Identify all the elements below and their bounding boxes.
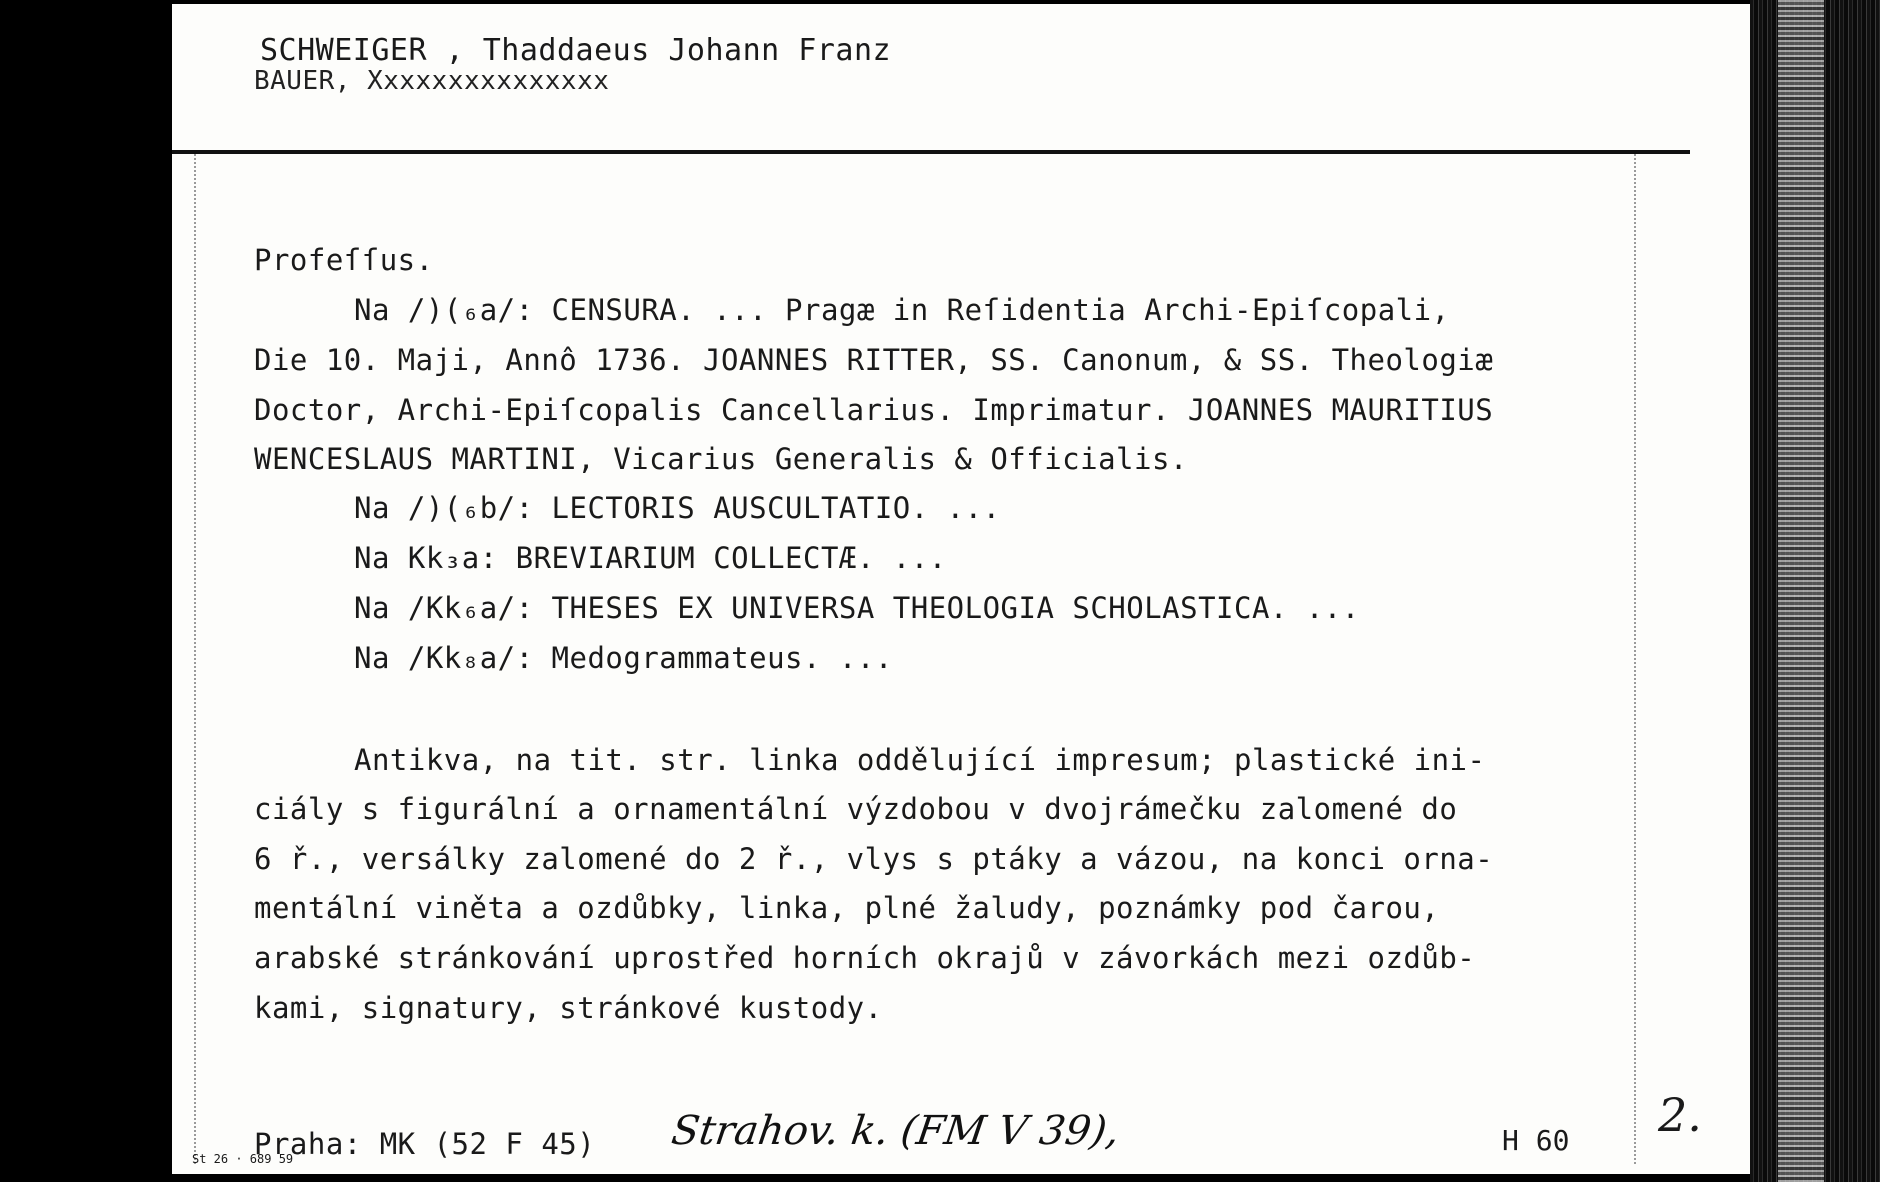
description-line-4: mentální viněta a ozdůbky, linka, plné žaludy, poznámky pod čarou, xyxy=(254,891,1440,925)
description-line-6: kami, signatury, stránkové kustody. xyxy=(254,991,883,1025)
left-margin-rule xyxy=(194,154,196,1164)
text-line-6: Na /)(₆b/: LECTORIS AUSCULTATIO. ... xyxy=(354,491,1001,525)
catalog-card xyxy=(172,4,1750,1174)
description-line-3: 6 ř., versálky zalomené do 2 ř., vlys s ptáky a vázou, na konci orna- xyxy=(254,842,1494,876)
text-line-7: Na Kk₃a: BREVIARIUM COLLECTÆ. ... xyxy=(354,541,947,575)
location-call-number: Praha: MK (52 F 45) xyxy=(254,1127,596,1161)
corner-handwritten-mark: 2. xyxy=(1658,1088,1702,1142)
text-line-8: Na /Kk₆a/: THESES EX UNIVERSA THEOLOGIA SCHOLASTICA. ... xyxy=(354,591,1360,625)
text-line-4: Doctor, Archi-Epiſcopalis Cancellarius. Imprimatur. JOANNES MAURITIUS xyxy=(254,393,1494,427)
form-code: St 26 · 689 59 xyxy=(192,1152,294,1166)
sigla-code: H 60 xyxy=(1502,1124,1570,1157)
text-line-9: Na /Kk₈a/: Medogrammateus. ... xyxy=(354,641,893,675)
handwritten-note: Strahov. k. (FM V 39), xyxy=(668,1108,1123,1154)
right-margin-rule xyxy=(1634,154,1636,1164)
text-line-2: Na /)(₆a/: CENSURA. ... Pragæ in Reſidentia Archi-Epiſcopali, xyxy=(354,293,1450,327)
scan-edge-strip xyxy=(1750,0,1880,1182)
description-line-5: arabské stránkování uprostřed horních okrajů v závorkách mezi ozdůb- xyxy=(254,941,1476,975)
description-line-1: Antikva, na tit. str. linka oddělující impresum; plastické ini- xyxy=(354,743,1486,777)
text-line-1: Profeſſus. xyxy=(254,243,434,277)
description-line-2: ciály s figurální a ornamentální výzdobou v dvojrámečku zalomené do xyxy=(254,792,1458,826)
text-line-5: WENCESLAUS MARTINI, Vicarius Generalis & Officialis. xyxy=(254,442,1188,476)
text-line-3: Die 10. Maji, Annô 1736. JOANNES RITTER, SS. Canonum, & SS. Theologiæ xyxy=(254,343,1494,377)
card-heading: SCHWEIGER , Thaddaeus Johann Franz xyxy=(260,33,892,68)
struck-out-heading: BAUER, Xxxxxxxxxxxxxxx xyxy=(254,66,610,96)
header-rule xyxy=(172,150,1690,154)
